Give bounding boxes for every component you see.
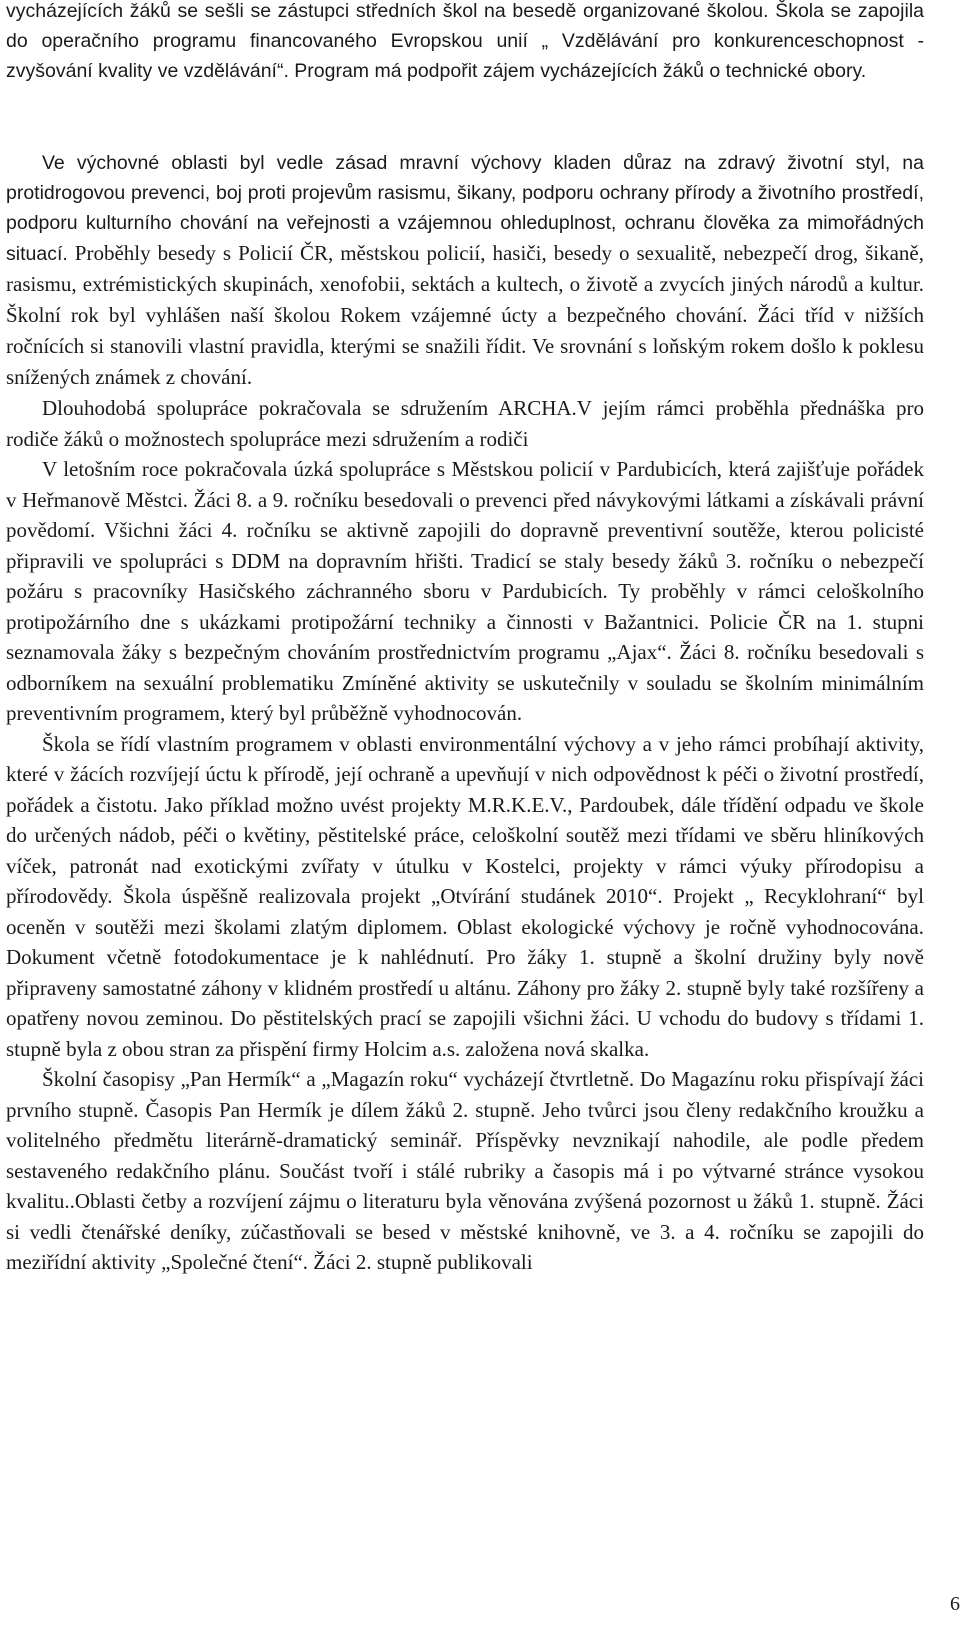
paragraph-school-program: vycházejících žáků se sešli se zástupci středních škol na besedě organizované školou. Škola se zapojila do operačního programu financovaného Evropskou unií „ Vzdělávání pro konkurenceschopnost - zvyšování kvality ve vzdělávání“. Program má podpořit zájem vycházejících žáků o technické obory. <box>6 0 924 82</box>
paragraph-magazines: Školní časopisy „Pan Hermík“ a „Magazín roku“ vycházejí čtvrtletně. Do Magazínu roku přispívají žáci prvního stupně. Časopis Pan Hermík je dílem žáků 2. stupně. Jeho tvůrci jsou členy redakčního kroužku a volitelného předmětu literárně-dramatický seminář. Příspěvky nevznikají nahodile, ale podle předem sestaveného redakčního plánu. Součást tvoří i stálé rubriky a časopis má i po výtvarné stránce vysokou kvalitu..Oblasti četby a rozvíjení zájmu o literaturu byla věnována zvýšená pozornost u žáků 1. stupně. Žáci si vedli čtenářské deníky, zúčastňovali se besed v městské knihovně, ve 3. a 4. ročníku se zapojili do meziřídní aktivity „Společné čtení“. Žáci 2. stupně publikovali <box>6 1067 924 1274</box>
paragraph-police: V letošním roce pokračovala úzká spolupráce s Městskou policií v Pardubicích, která zajišťuje pořádek v Heřmanově Městci. Žáci 8. a 9. ročníku besedovali o prevenci před návykovými látkami a získávali právní povědomí. Všichni žáci 4. ročníku se aktivně zapojili do dopravně preventivní soutěže, kterou policisté připravili ve spolupráci s DDM na dopravním hřišti. Tradicí se staly besedy žáků 3. ročníku o nebezpečí požáru s pracovníky Hasičského záchranného sboru v Pardubicích. Ty proběhly v rámci celoškolního protipožárního dne s ukázkami protipožární techniky a činnosti v Bažantnici. Policie ČR na 1. stupni seznamovala žáky s bezpečným chováním prostřednictvím programu „Ajax“. Žáci 8. ročníku besedovali s odborníkem na sexuální problematiku Zmíněné aktivity se uskutečnily v souladu se školním minimálním preventivním programem, který byl průběžně vyhodnocován. <box>6 457 924 725</box>
paragraph-environment: Škola se řídí vlastním programem v oblasti environmentální výchovy a v jeho rámci probíhají aktivity, které v žácích rozvíjejí úctu k přírodě, její ochraně a upevňují v nich odpovědnost k péči o životní prostředí, pořádek a čistotu. Jako příklad možno uvést projekty M.R.K.E.V., Pardoubek, dále třídění odpadu ve škole do určených nádob, péči o květiny, pěstitelské práce, celoškolní soutěž mezi třídami ve sběru hliníkových víček, patronát nad exotickými zvířaty v útulku v Kostelci, projekty v rámci výuky přírodopisu a přírodovědy. Škola úspěšně realizovala projekt „Otvírání studánek 2010“. Projekt „ Recyklohraní“ byl oceněn v soutěži mezi školami zlatým diplomem. Oblast ekologické výchovy je ročně vyhodnocována. Dokument včetně fotodokumentace je k nahlédnutí. Pro žáky 1. stupně a školní družiny byly nově připraveny samostatné záhony v klidném prostředí u altánu. Záhony pro žáky 2. stupně byly také rozšířeny a opatřeny novou zeminou. Do pěstitelských prací se zapojili všichni žáci. U vchodu do budovy s třídami 1. stupně byla z obou stran za přispění firmy Holcim a.s. založena nová skalka. <box>6 731 924 1061</box>
document-page <box>6 0 924 1278</box>
paragraph-archa: Dlouhodobá spolupráce pokračovala se sdružením ARCHA.V jejím rámci proběhla přednáška pro rodiče žáků o možnostech spolupráce mezi sdružením a rodiči <box>6 396 924 451</box>
page-number: 6 <box>950 1593 960 1615</box>
education-text-sans: Ve výchovné oblasti byl vedle zásad mravní výchovy kladen důraz na zdravý životní styl, na protidrogovou prevenci, boj proti projevům rasismu, šikany, podporu ochrany přírody a životního prostředí, podporu kulturního chování na veřejnosti a vzájemnou ohleduplnost, ochranu člověka za mimořádných situací. <box>6 152 924 265</box>
education-text-serif: Proběhly besedy s Policií ČR, městskou policií, hasiči, besedy o sexualitě, nebezpečí drog, šikaně, rasismu, extrémistických skupinách, xenofobii, sektách a kultech, o životě a zvycích jiných národů a kultur. Školní rok byl vyhlášen naší školou Rokem vzájemné úcty a bezpečného chování. Žáci tříd v nižších ročnících si stanovili vlastní pravidla, kterými se snažili řídit. Ve srovnání s loňským rokem došlo k poklesu snížených známek z chování. <box>6 241 924 389</box>
paragraph-education <box>6 148 924 393</box>
